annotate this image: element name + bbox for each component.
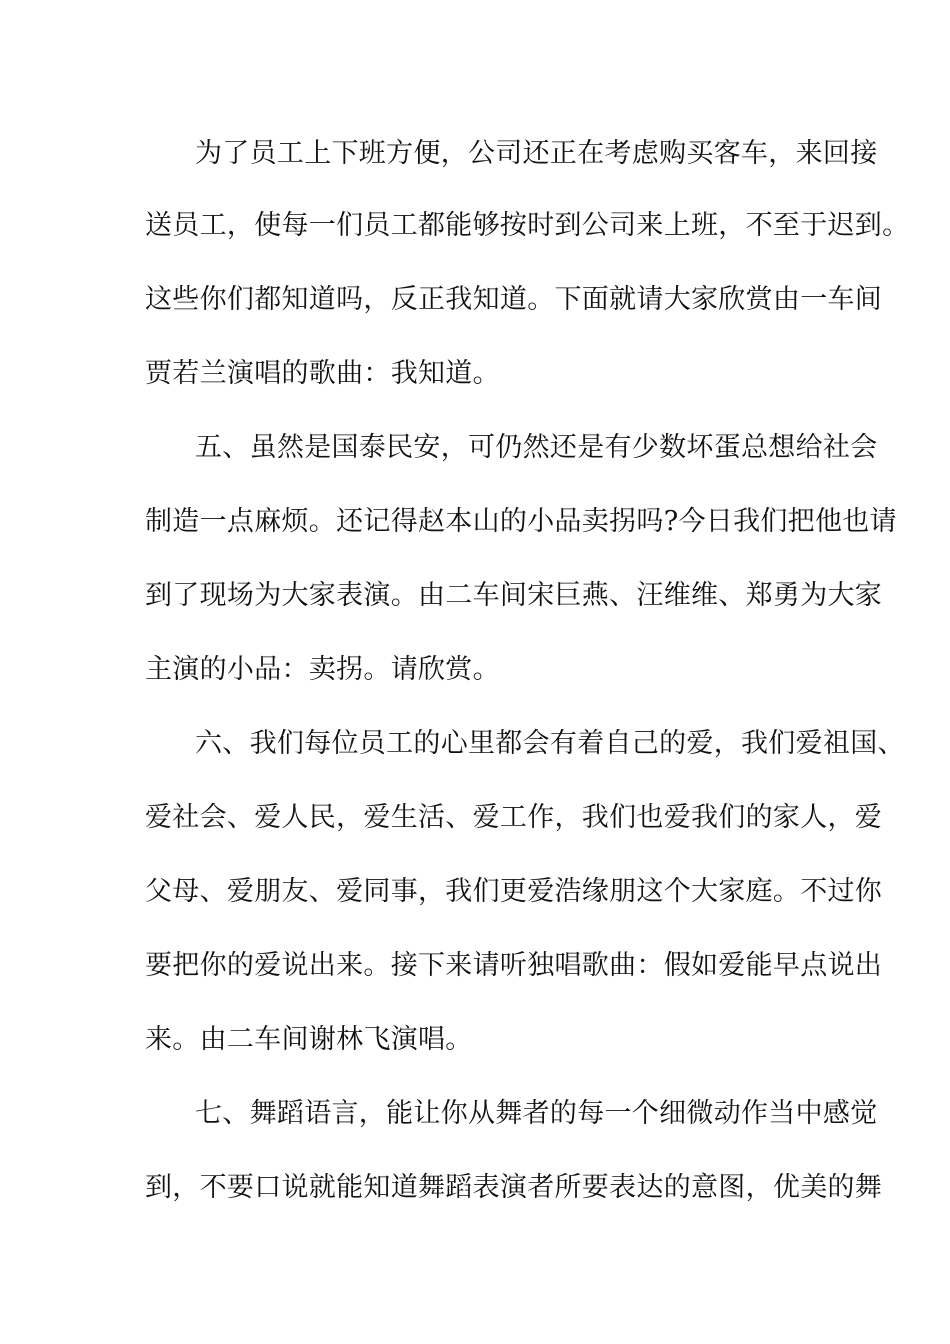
text-line: 五、虽然是国泰民安，可仍然还是有少数坏蛋总想给社会	[195, 432, 878, 463]
text-line: 制造一点麻烦。还记得赵本山的小品卖拐吗?今日我们把他也请	[145, 506, 897, 537]
text-line: 七、舞蹈语言，能让你从舞者的每一个细微动作当中感觉	[195, 1098, 878, 1129]
text-line: 到，不要口说就能知道舞蹈表演者所要表达的意图，优美的舞	[145, 1172, 883, 1203]
text-line: 这些你们都知道吗，反正我知道。下面就请大家欣赏由一车间	[145, 284, 883, 315]
text-line: 六、我们每位员工的心里都会有着自己的爱，我们爱祖国、	[195, 728, 905, 759]
text-line: 主演的小品：卖拐。请欣赏。	[145, 654, 500, 685]
text-line: 来。由二车间谢林飞演唱。	[145, 1024, 473, 1055]
text-line: 到了现场为大家表演。由二车间宋巨燕、汪维维、郑勇为大家	[145, 580, 883, 611]
text-line: 送员工，使每一们员工都能够按时到公司来上班，不至于迟到。	[145, 210, 910, 241]
text-line: 要把你的爱说出来。接下来请听独唱歌曲：假如爱能早点说出	[145, 950, 883, 981]
text-line: 贾若兰演唱的歌曲：我知道。	[145, 358, 500, 389]
text-line: 爱社会、爱人民，爱生活、爱工作，我们也爱我们的家人，爱	[145, 802, 883, 833]
text-line: 父母、爱朋友、爱同事，我们更爱浩缘朋这个大家庭。不过你	[145, 876, 883, 907]
text-line: 为了员工上下班方便，公司还正在考虑购买客车，来回接	[195, 138, 878, 169]
